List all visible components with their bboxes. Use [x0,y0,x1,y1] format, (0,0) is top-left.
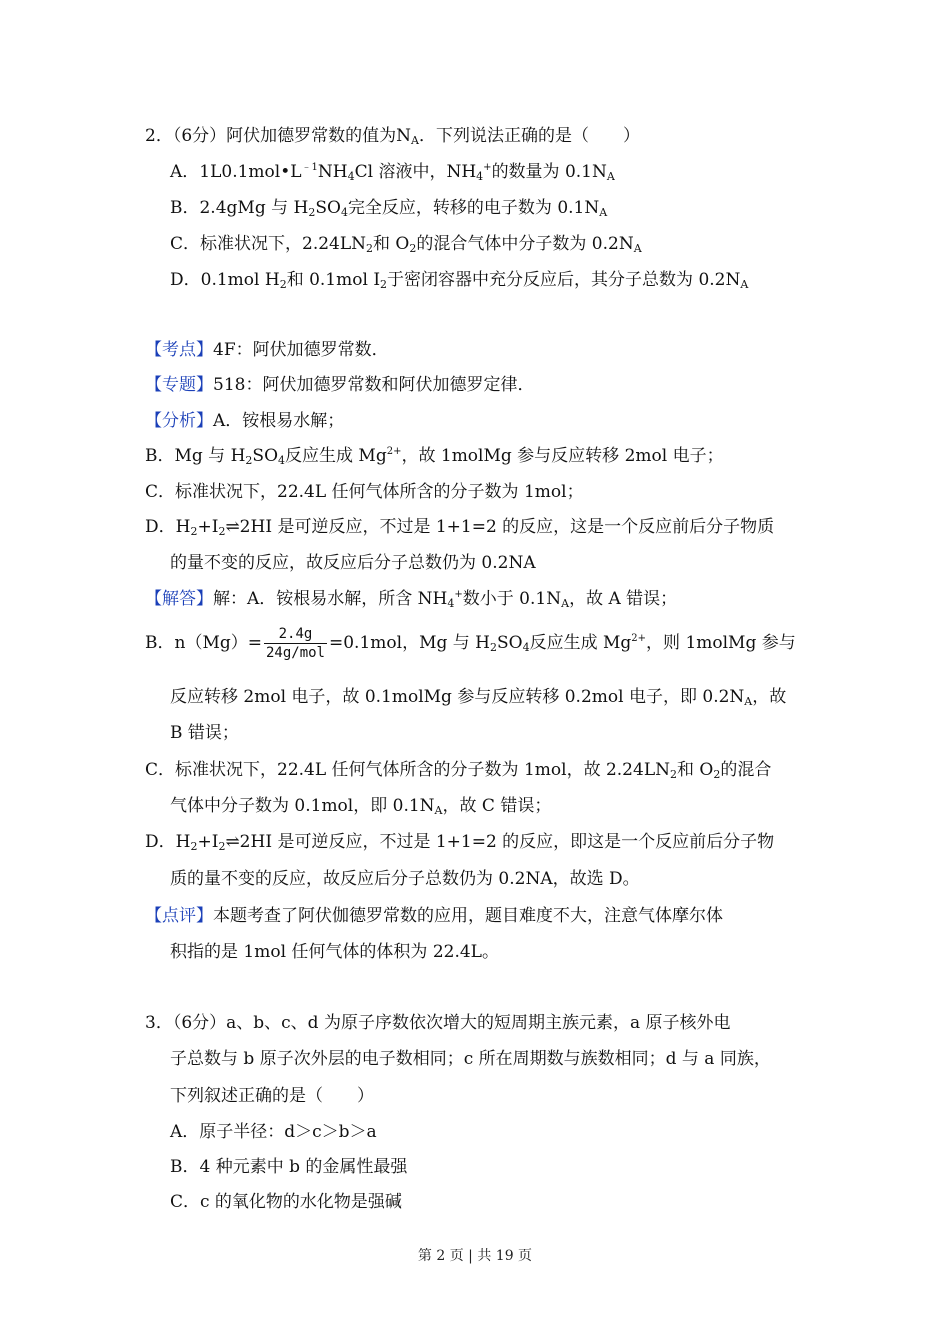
q2-option-a: A．$1L0.1mol•L^{﹣1}NH_4Cl$ 溶液中，$NH_4^+$的数量为 $0.1N_A$ [170,162,615,183]
q2-option-b: B．2.4gMg 与 $H_2SO_4$完全反应，转移的电子数为 $0.1N_A$ [170,198,608,219]
fenxi-d-cont: 的量不变的反应，故反应后分子总数仍为 0.2NA [170,553,536,573]
jieda-tag: 【解答】 [145,589,213,609]
jieda-d: D．$H_2+I_2\rightleftharpoons 2HI$ 是可逆反应，不过是 1+1=2 的反应，即这是一个反应前后分子物 [145,832,775,853]
zhuanti: 【专题】518：阿伏加德罗常数和阿伏加德罗定律． [145,375,535,395]
jieda-c: C．标准状况下，22.4L 任何气体所含的分子数为 1mol，故 $2.24LN_2$和 $O_2$的混合 [145,760,772,781]
q3-stem-cont2: 下列叙述正确的是（ ） [170,1086,374,1106]
zhuanti-tag: 【专题】 [145,375,213,395]
q2-option-c: C．标准状况下，$2.24LN_2$和 $O_2$的混合气体中分子数为 $0.2N_A$ [170,234,642,255]
jieda-d-cont: 质的量不变的反应，故反应后分子总数仍为 0.2NA，故选 D。 [170,869,640,889]
jieda-b-cont: 反应转移 2mol 电子，故 0.1molMg 参与反应转移 0.2mol 电子，即 $0.2N_A$，故 [170,687,787,708]
dianping-cont: 积指的是 1mol 任何气体的体积为 22.4L。 [170,942,499,962]
jieda-b-cont2: B 错误； [170,723,239,743]
jieda-b: B．n（Mg）= $\frac{2.4g}{\text{24g/mol}}$ =0.1mol，Mg 与 $H_2SO_4$反应生成 $Mg^{2+}$，则 1molMg 参与 [145,626,796,661]
kaodian-tag: 【考点】 [145,340,213,360]
page-footer: 第 2 页 | 共 19 页 [417,1248,533,1264]
fenxi: 【分析】A．铵根易水解； [145,411,345,431]
fenxi-tag: 【分析】 [145,411,213,431]
fenxi-b: B．Mg 与 $H_2SO_4$反应生成 $Mg^{2+}$，故 1molMg 参与反应转移 2mol 电子； [145,446,724,467]
fenxi-c: C．标准状况下，22.4L 任何气体所含的分子数为 1mol； [145,482,584,502]
q3-option-b: B．4 种元素中 b 的金属性最强 [170,1157,408,1177]
fenxi-d: D．$H_2+I_2\rightleftharpoons 2HI$ 是可逆反应，不过是 1+1=2 的反应，这是一个反应前后分子物质 [145,517,775,538]
kaodian: 【考点】4F：阿伏加德罗常数． [145,340,389,360]
jieda-c-cont: 气体中分子数为 0.1mol，即 $0.1N_A$，故 C 错误； [170,796,552,817]
q3-option-c: C．c 的氧化物的水化物是强碱 [170,1192,402,1212]
q3-stem: 3．（6分）a、b、c、d 为原子序数依次增大的短周期主族元素，a 原子核外电 [145,1013,731,1033]
fraction-mass-over-molar-mass: $\frac{2.4g}{\text{24g/mol}}$ [265,626,325,661]
q3-option-a: A．原子半径：d＞c＞b＞a [170,1122,377,1142]
dianping: 【点评】本题考查了阿伏伽德罗常数的应用，题目难度不大，注意气体摩尔体 [145,906,723,926]
dianping-tag: 【点评】 [145,906,213,926]
q3-stem-cont: 子总数与 b 原子次外层的电子数相同；c 所在周期数与族数相同；d 与 a 同族， [170,1049,771,1069]
jieda: 【解答】解：A．铵根易水解，所含 $NH_4^+$数小于 $0.1N_A$，故 A 错误； [145,589,678,610]
q2-stem: 2．（6分）阿伏加德罗常数的值为$N_A$．下列说法正确的是（ ） [145,126,640,147]
q2-option-d: D．0.1mol $H_2$和 0.1mol $I_2$于密闭容器中充分反应后，其分子总数为 $0.2N_A$ [170,270,749,291]
